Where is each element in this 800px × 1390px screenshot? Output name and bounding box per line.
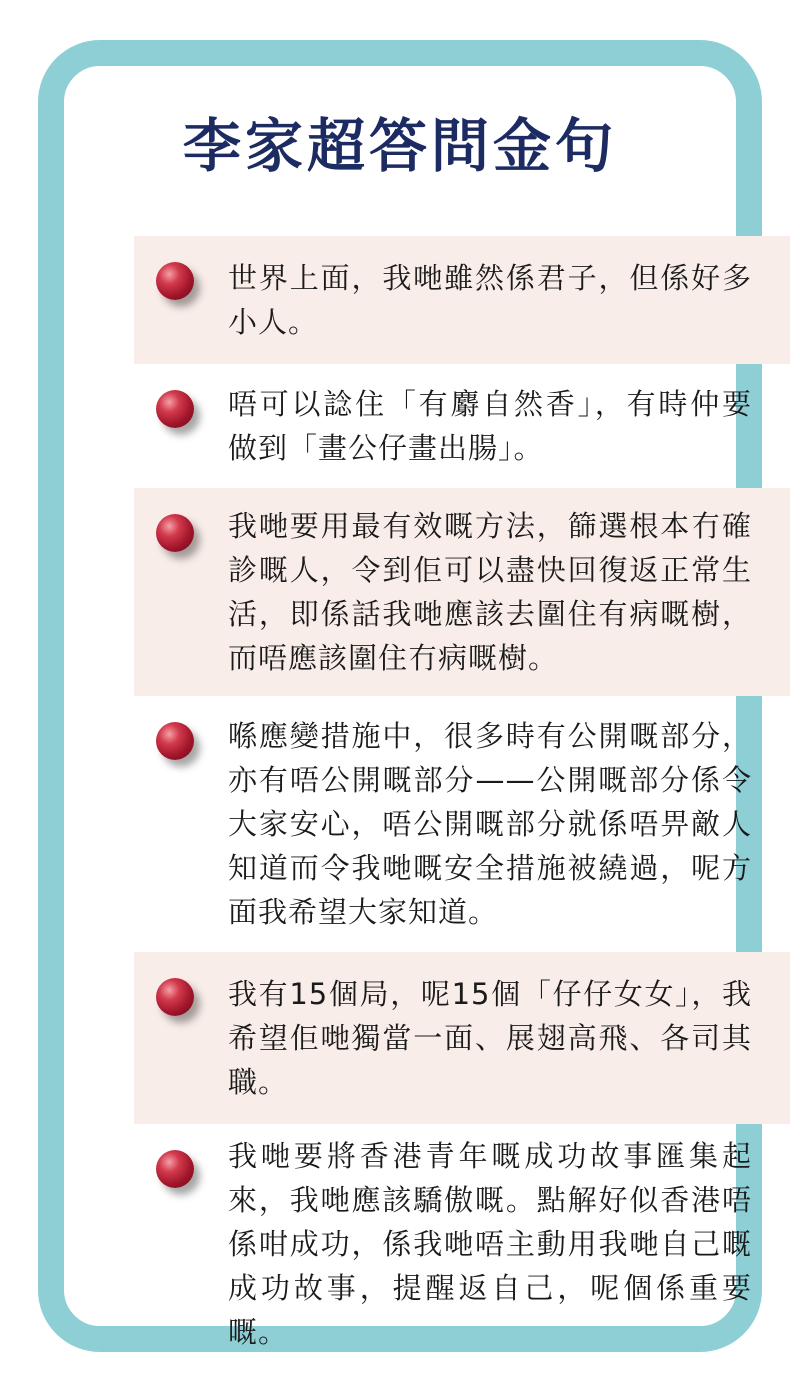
quote-item: [134, 236, 790, 364]
quote-text: 我哋要用最有效嘅方法，篩選根本冇確診嘅人，令到佢可以盡快回復返正常生活，即係話我哋應該去圍住有病嘅樹，而唔應該圍住冇病嘅樹。: [228, 509, 752, 675]
quote-text: 世界上面，我哋雖然係君子，但係好多小人。: [228, 261, 752, 339]
quote-text: 我有15個局，呢15個「仔仔女女」，我希望佢哋獨當一面、展翅高飛、各司其職。: [228, 977, 752, 1099]
red-ball-bullet-icon: [156, 722, 194, 760]
quote-text: 喺應變措施中，很多時有公開嘅部分，亦有唔公開嘅部分——公開嘅部分係令大家安心，唔公開嘅部分就係唔畀敵人知道而令我哋嘅安全措施被繞過，呢方面我希望大家知道。: [228, 719, 752, 929]
red-ball-bullet-icon: [156, 390, 194, 428]
card-title: 李家超答問金句: [182, 112, 617, 180]
quote-text: 我哋要將香港青年嘅成功故事匯集起來，我哋應該驕傲嘅。點解好似香港唔係咁成功，係我哋唔主動用我哋自己嘅成功故事，提醒返自己，呢個係重要嘅。: [228, 1139, 752, 1349]
quote-item: [134, 488, 790, 696]
quote-item: [134, 364, 790, 488]
quote-item: [134, 1124, 790, 1364]
quote-item: [134, 952, 790, 1124]
red-ball-bullet-icon: [156, 978, 194, 1016]
quote-list: [134, 236, 790, 1364]
quote-item: [134, 696, 790, 952]
red-ball-bullet-icon: [156, 514, 194, 552]
red-ball-bullet-icon: [156, 1150, 194, 1188]
quote-text: 唔可以諗住「有麝自然香」，有時仲要做到「畫公仔畫出腸」。: [228, 387, 752, 465]
red-ball-bullet-icon: [156, 262, 194, 300]
quote-card-frame: [38, 40, 762, 1352]
